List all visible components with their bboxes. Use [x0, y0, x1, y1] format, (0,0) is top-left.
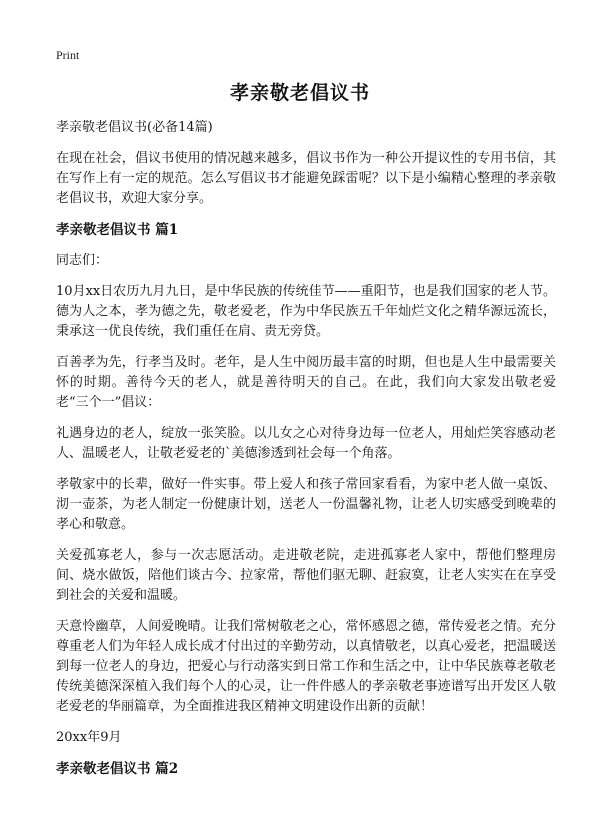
print-label[interactable]: Print [56, 48, 80, 62]
section-heading-1: 孝亲敬老倡议书 篇1 [56, 222, 179, 238]
body-paragraph: 孝敬家中的长辈，做好一件实事。带上爱人和孩子常回家看看，为家中老人做一桌饭、沏一壶茶，为老人制定一份健康计划，送老人一份温馨礼物，让老人切实感受到晚辈的孝心和敬意。 [56, 477, 556, 532]
date-line: 20xx年9月 [56, 730, 122, 745]
body-paragraph: 礼遇身边的老人，绽放一张笑脸。以儿女之心对待身边每一位老人，用灿烂笑容感动老人、温暖老人，让敬老爱老的`美德渗透到社会每一个角落。 [56, 426, 556, 461]
body-paragraph: 关爱孤寡老人，参与一次志愿活动。走进敬老院，走进孤寡老人家中，帮他们整理房间、烧水做饭，陪他们谈古今、拉家常，帮他们驱无聊、赶寂寞，让老人实实在在享受到社会的关爱和温暖。 [56, 548, 556, 603]
body-paragraph: 天意怜幽草，人间爱晚晴。让我们常树敬老之心，常怀感恩之德，常传爱老之情。充分尊重老人们为年轻人成长成才付出过的辛勤劳动，以真情敬老，以真心爱老，把温暖送到每一位老人的身边，把爱心与行动落实到日常工作和生活之中，让中华民族尊老敬老传统美德深深植入我们每个人的心灵，让一件件感人的孝亲敬老事迹谱写出开发区人敬老爱老的华丽篇章，为全面推进我区精神文明建设作出新的贡献！ [56, 619, 556, 714]
page-title: 孝亲敬老倡议书 [229, 82, 370, 104]
body-paragraph: 10月xx日农历九月九日，是中华民族的传统佳节——重阳节，也是我们国家的老人节。德为人之本，孝为德之先，敬老爱老，作为中华民族五千年灿烂文化之精华源远流长，秉承这一优良传统，我们重任在肩、责无旁贷。 [56, 284, 556, 339]
body-paragraph: 百善孝为先，行孝当及时。老年，是人生中阅历最丰富的时期，但也是人生中最需要关怀的时期。善待今天的老人，就是善待明天的自己。在此，我们向大家发出敬老爱老“三个一”倡议： [56, 355, 556, 410]
document-body [56, 118, 556, 790]
intro-paragraph: 在现在社会，倡议书使用的情况越来越多，倡议书作为一种公开提议性的专用书信，其在写作上有一定的规范。怎么写倡议书才能避免踩雷呢？以下是小编精心整理的孝亲敬老倡议书，欢迎大家分享。 [56, 151, 556, 206]
document-subtitle: 孝亲敬老倡议书(必备14篇) [56, 120, 213, 135]
greeting: 同志们： [56, 253, 109, 268]
section-heading-2: 孝亲敬老倡议书 篇2 [56, 761, 179, 777]
